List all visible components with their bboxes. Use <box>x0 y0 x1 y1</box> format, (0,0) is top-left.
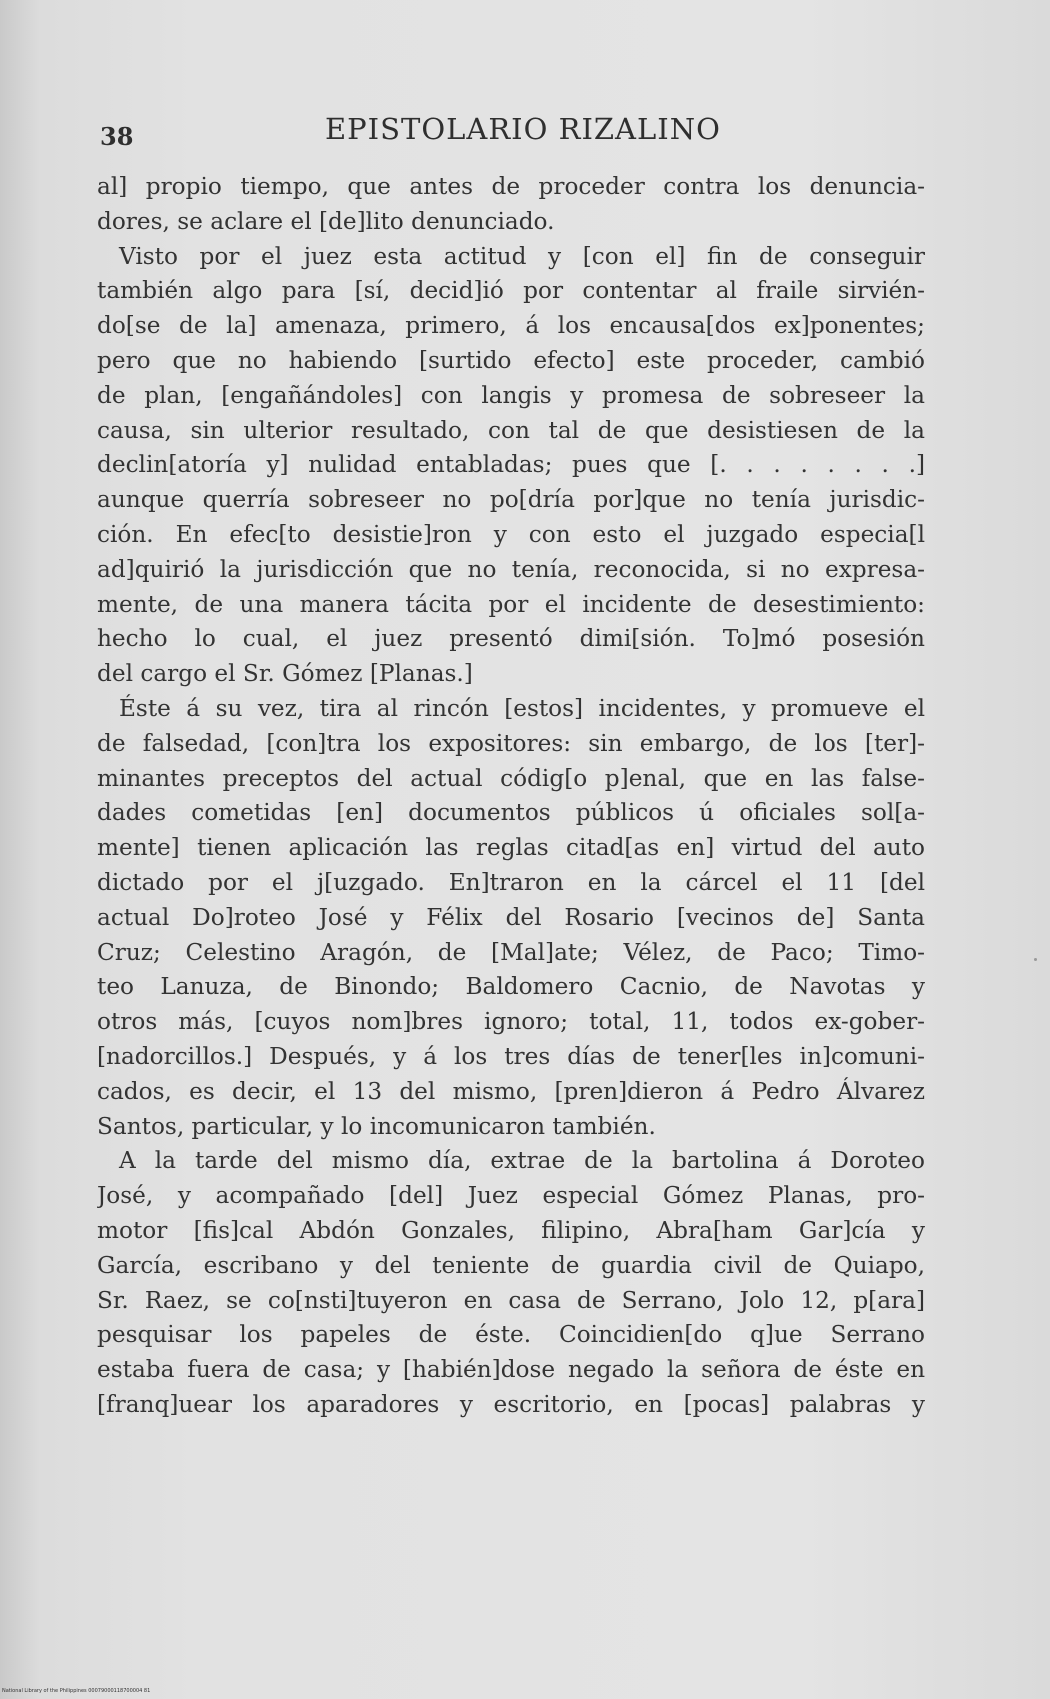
text-line: del cargo el Sr. Gómez [Planas.] <box>97 660 473 688</box>
text-line: Santos, particular, y lo incomunicaron también. <box>97 1112 656 1140</box>
text-line: pero que no habiendo [surtido efecto] este proceder, cambió <box>97 346 925 374</box>
text-line: ad]quirió la jurisdicción que no tenía, reconocida, si no expresa- <box>97 555 925 583</box>
text-line: dores, se aclare el [de]lito denunciado. <box>97 207 555 235</box>
text-line: declin[atoría y] nulidad entabladas; pues que [. . . . . . . .] <box>97 451 925 479</box>
text-line: hecho lo cual, el juez presentó dimi[sión. To]mó posesión <box>97 625 925 653</box>
text-line: otros más, [cuyos nom]bres ignoro; total, 11, todos ex-gober- <box>97 1008 925 1036</box>
running-title: EPISTOLARIO RIZALINO <box>325 112 721 146</box>
text-line: pesquisar los papeles de éste. Coincidien[do q]ue Serrano <box>97 1321 925 1349</box>
text-line: José, y acompañado [del] Juez especial Gómez Planas, pro- <box>97 1182 925 1210</box>
text-line: [franq]uear los aparadores y escritorio, en [pocas] palabras y <box>97 1390 925 1418</box>
text-line: dades cometidas [en] documentos públicos ú oficiales sol[a- <box>97 799 925 827</box>
text-line: de falsedad, [con]tra los expositores: sin embargo, de los [ter]- <box>97 729 925 757</box>
text-line: teo Lanuza, de Binondo; Baldomero Cacnio, de Navotas y <box>97 973 925 1001</box>
scan-speck <box>1034 958 1037 961</box>
text-line: de plan, [engañándoles] con langis y promesa de sobreseer la <box>97 381 925 409</box>
page-header <box>100 112 920 152</box>
text-line: García, escribano y del teniente de guardia civil de Quiapo, <box>97 1251 925 1279</box>
footer-credit: National Library of the Philippines 00079000118700004 81 <box>2 1688 151 1694</box>
text-line: Éste á su vez, tira al rincón [estos] incidentes, y promueve el <box>119 694 925 722</box>
text-line: también algo para [sí, decid]ió por contentar al fraile sirvién- <box>97 277 925 305</box>
text-line: aunque querría sobreseer no po[dría por]que no tenía jurisdic- <box>97 486 925 514</box>
text-line: mente] tienen aplicación las reglas citad[as en] virtud del auto <box>97 834 925 862</box>
text-line: dictado por el j[uzgado. En]traron en la cárcel el 11 [del <box>97 868 925 896</box>
body-text <box>97 170 925 1423</box>
text-line: estaba fuera de casa; y [habién]dose negado la señora de éste en <box>97 1356 925 1384</box>
text-line: causa, sin ulterior resultado, con tal de que desistiesen de la <box>97 416 925 444</box>
text-line: ción. En efec[to desistie]ron y con esto el juzgado especia[l <box>97 520 925 548</box>
text-line: mente, de una manera tácita por el incidente de desestimiento: <box>97 590 925 618</box>
page-number: 38 <box>100 122 134 151</box>
text-line: Cruz; Celestino Aragón, de [Mal]ate; Vélez, de Paco; Timo- <box>97 938 925 966</box>
text-line: motor [fis]cal Abdón Gonzales, filipino, Abra[ham Gar]cía y <box>97 1216 925 1244</box>
text-line: Sr. Raez, se co[nsti]tuyeron en casa de Serrano, Jolo 12, p[ara] <box>97 1286 925 1314</box>
text-line: actual Do]roteo José y Félix del Rosario [vecinos de] Santa <box>97 903 925 931</box>
text-line: Visto por el juez esta actitud y [con el] fin de conseguir <box>119 242 925 270</box>
text-line: al] propio tiempo, que antes de proceder contra los denuncia- <box>97 173 925 200</box>
text-line: [nadorcillos.] Después, y á los tres días de tener[les in]comuni- <box>97 1042 925 1070</box>
text-line: minantes preceptos del actual códig[o p]enal, que en las false- <box>97 764 925 792</box>
text-line: A la tarde del mismo día, extrae de la bartolina á Doroteo <box>119 1147 925 1175</box>
text-line: do[se de la] amenaza, primero, á los encausa[dos ex]ponentes; <box>97 312 925 340</box>
text-line: cados, es decir, el 13 del mismo, [pren]dieron á Pedro Álvarez <box>97 1077 925 1105</box>
